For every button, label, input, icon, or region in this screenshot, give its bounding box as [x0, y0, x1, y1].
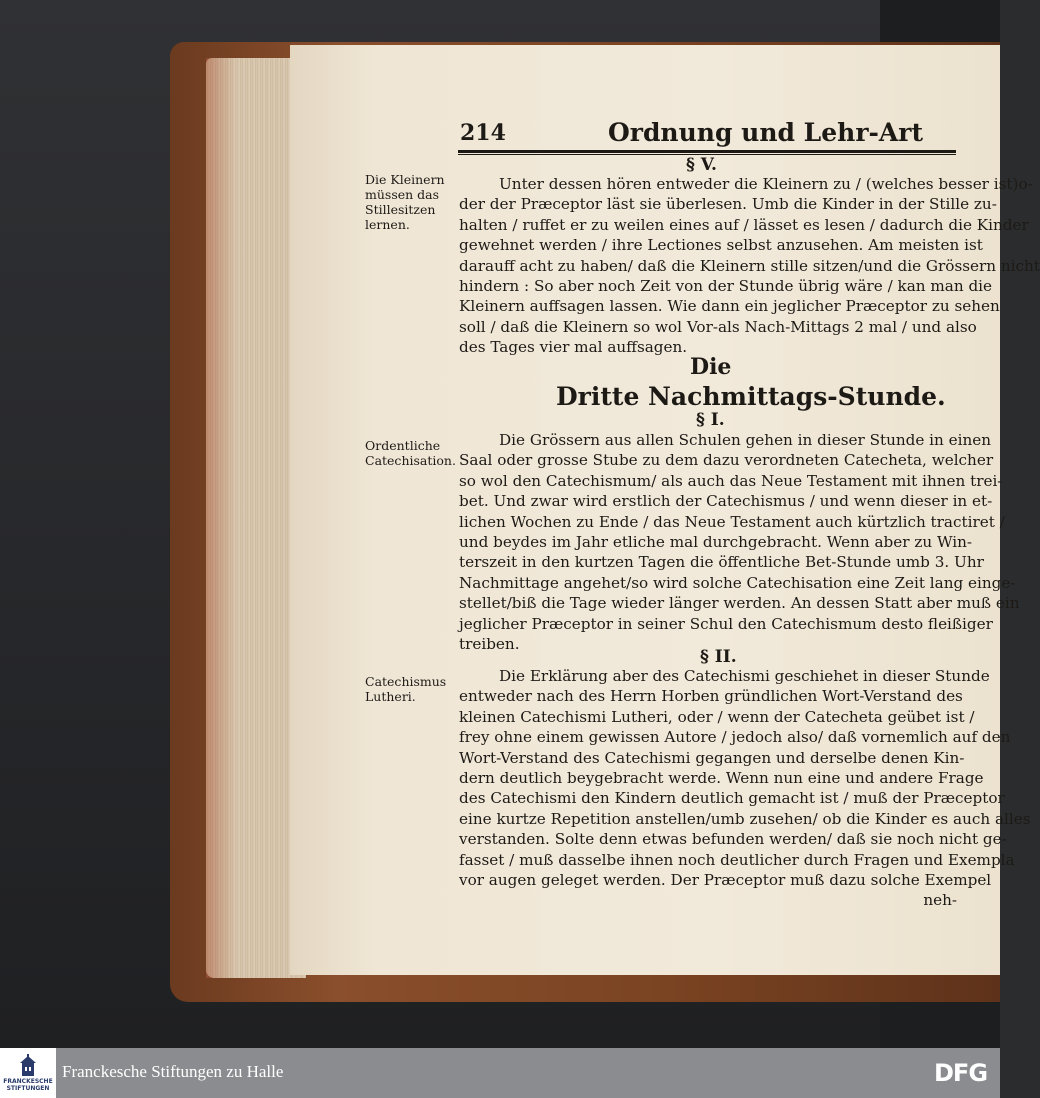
paragraph-section-v — [459, 174, 1040, 358]
catchword: neh- — [923, 891, 957, 910]
header-rule — [458, 150, 956, 153]
text-line: vor augen geleget werden. Der Præceptor muß dazu solche Exempel — [459, 871, 992, 890]
margin-note-line: Stillesitzen — [365, 202, 436, 217]
margin-note-line: lernen. — [365, 217, 410, 232]
section-mark-v: § V. — [686, 155, 717, 175]
text-line: stellet/biß die Tage wieder länger werden. An dessen Statt aber muß ein — [459, 594, 1020, 613]
text-line: des Catechismi den Kindern deutlich gemacht ist / muß der Præceptor — [459, 789, 1005, 808]
text-line: terszeit in den kurtzen Tagen die öffentliche Bet-Stunde umb 3. Uhr — [459, 553, 984, 572]
text-line: Die Grössern aus allen Schulen gehen in dieser Stunde in einen — [499, 431, 992, 449]
margin-note-line: Catechisation. — [365, 453, 456, 468]
paragraph-section-ii — [459, 666, 1031, 911]
institution-name[interactable]: Franckesche Stiftungen zu Halle — [62, 1062, 284, 1081]
building-icon — [20, 1054, 36, 1076]
text-line: soll / daß die Kleinern so wol Vor-als Nach-Mittags 2 mal / und also — [459, 317, 977, 336]
text-line: bet. Und zwar wird erstlich der Catechismus / und wenn dieser in et- — [459, 492, 993, 511]
page-number: 214 — [460, 120, 506, 146]
text-line: des Tages vier mal auffsagen. — [459, 338, 688, 357]
franckesche-logo[interactable] — [0, 1048, 56, 1098]
text-line: treiben. — [459, 635, 520, 654]
text-line: Saal oder grosse Stube zu dem dazu verordneten Catecheta, welcher — [459, 451, 994, 470]
text-line: jeglicher Præceptor in seiner Schul den Catechismum desto fleißiger — [459, 614, 993, 633]
text-line: entweder nach des Herrn Horben gründlichen Wort-Verstand des — [459, 687, 963, 706]
margin-note-line: Ordentliche — [365, 438, 441, 453]
text-line: frey ohne einem gewissen Autore / jedoch also/ daß vornemlich auf den — [459, 728, 1011, 747]
margin-note-catechisation — [365, 438, 456, 468]
margin-note-line: Lutheri. — [365, 689, 416, 704]
text-line: Unter dessen hören entweder die Kleinern zu / (welches besser ist)o- — [499, 175, 1033, 193]
text-line: gewehnet werden / ihre Lectiones selbst anzusehen. Am meisten ist — [459, 236, 983, 255]
text-line: so wol den Catechismum/ als auch das Neue Testament mit ihnen trei- — [459, 471, 1003, 490]
margin-note-kleinern — [365, 172, 445, 232]
viewer-footer — [0, 1048, 1000, 1098]
chapter-heading-line2: Dritte Nachmittags-Stunde. — [556, 382, 946, 411]
text-line: Wort-Verstand des Catechismi gegangen und derselbe denen Kin- — [459, 748, 965, 767]
text-line: Nachmittage angehet/so wird solche Catechisation eine Zeit lang einge- — [459, 573, 1016, 592]
margin-note-line: müssen das — [365, 187, 440, 202]
margin-note-line: Catechismus — [365, 674, 447, 689]
text-line: und beydes im Jahr etliche mal durchgebracht. Wenn aber zu Win- — [459, 533, 973, 552]
text-line: Die Erklärung aber des Catechismi geschiehet in dieser Stunde — [499, 667, 990, 685]
text-line: eine kurtze Repetition anstellen/umb zusehen/ ob die Kinder es auch alles — [459, 809, 1031, 828]
text-line: kleinen Catechismi Lutheri, oder / wenn der Catecheta geübet ist / — [459, 707, 975, 726]
paragraph-section-i — [459, 430, 1020, 654]
section-mark-ii: § II. — [700, 647, 737, 667]
chapter-heading-line1: Die — [690, 354, 732, 380]
text-line: Kleinern auffsagen lassen. Wie dann ein jeglicher Præceptor zu sehen — [459, 297, 1000, 316]
margin-note-line: Die Kleinern — [365, 172, 445, 187]
text-line: fasset / muß dasselbe ihnen noch deutlicher durch Fragen und Exempla — [459, 850, 1015, 869]
text-line: verstanden. Solte denn etwas befunden werden/ daß sie noch nicht ge- — [459, 830, 1007, 849]
text-line: darauff acht zu haben/ daß die Kleinern stille sitzen/und die Grössern nicht — [459, 256, 1040, 275]
logo-caption: FRANCKESCHE STIFTUNGEN — [3, 1078, 53, 1092]
running-head: Ordnung und Lehr-Art — [608, 118, 924, 147]
dfg-logo[interactable]: DFG — [934, 1059, 988, 1087]
margin-note-catechismus — [365, 674, 446, 704]
text-line: halten / ruffet er zu weilen eines auf / lässet es lesen / dadurch die Kinder — [459, 215, 1029, 234]
text-line: hindern : So aber noch Zeit von der Stunde übrig wäre / kan man die — [459, 277, 993, 296]
text-line: der der Præceptor läst sie überlesen. Umb die Kinder in der Stille zu- — [459, 195, 997, 214]
text-line: lichen Wochen zu Ende / das Neue Testament auch kürtzlich tractiret / — [459, 512, 1005, 531]
section-mark-i: § I. — [696, 410, 725, 430]
text-line: dern deutlich beygebracht werde. Wenn nun eine und andere Frage — [459, 769, 984, 788]
